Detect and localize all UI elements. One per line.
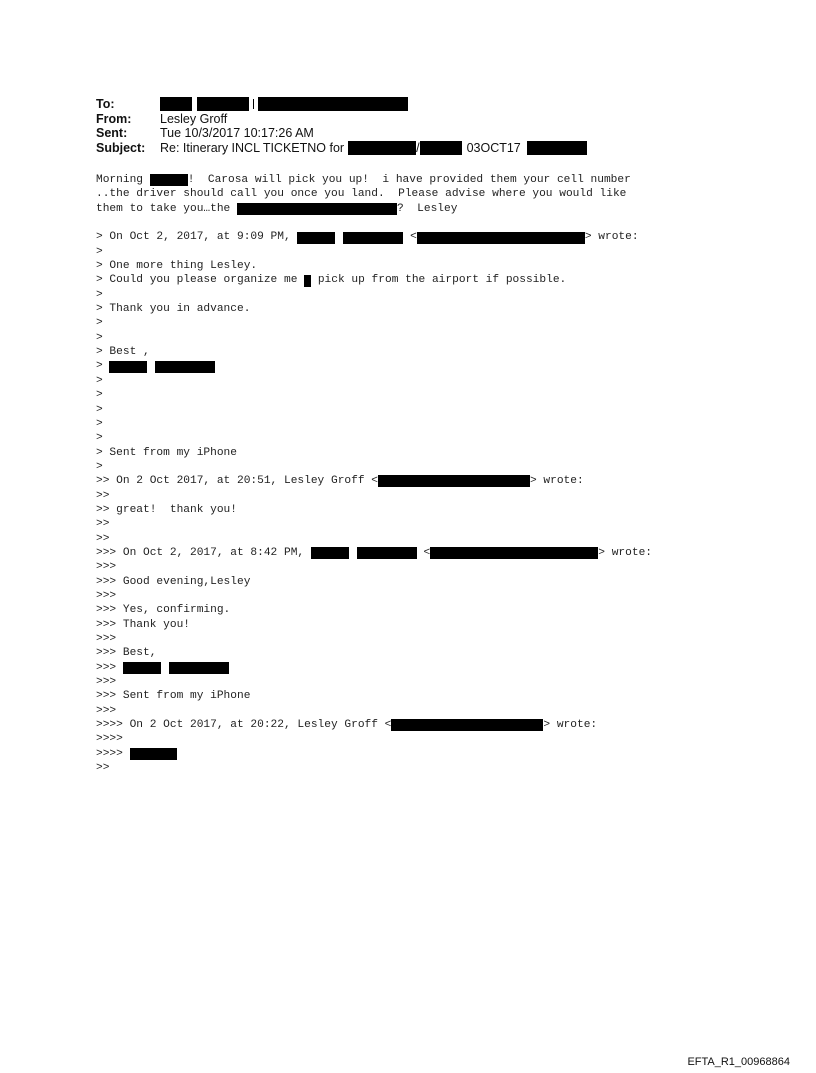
to-label: To: (96, 97, 115, 111)
quote-line (96, 230, 652, 244)
redaction-block (430, 547, 598, 559)
subject-value (160, 141, 587, 156)
body-text: >>> On Oct 2, 2017, at 8:42 PM, (96, 546, 311, 559)
body-text: > wrote: (584, 231, 639, 244)
body-text: >>> (96, 589, 117, 602)
body-text: > Best , (96, 346, 150, 359)
redaction-block (304, 275, 311, 287)
body-line (96, 187, 652, 201)
body-text: >>> (96, 676, 117, 689)
quote-line (96, 732, 652, 746)
quote-line (96, 575, 652, 589)
body-line (96, 173, 652, 187)
redaction-block (527, 141, 587, 155)
body-text: pick up from the airport if possible. (311, 274, 567, 287)
blank-line (96, 216, 652, 230)
body-text: > On Oct 2, 2017, at 9:09 PM, (96, 231, 298, 244)
quote-line (96, 374, 652, 388)
quote-line (96, 431, 652, 445)
quote-line (96, 675, 652, 689)
quote-line (96, 632, 652, 646)
body-text: >>> Thank you! (96, 618, 190, 631)
body-text: > wrote: (529, 475, 584, 488)
body-text: > (96, 245, 103, 258)
quote-line (96, 331, 652, 345)
subject-row (96, 141, 587, 156)
body-text: > Thank you in advance. (96, 303, 251, 316)
quote-line (96, 417, 652, 431)
subject-date: 03OCT17 (466, 140, 521, 155)
body-text: >> (96, 518, 110, 531)
body-text: >> great! thank you! (96, 503, 237, 516)
redaction-block (348, 141, 416, 155)
quote-line (96, 359, 652, 373)
subject-label: Subject: (96, 140, 146, 155)
body-text: >>> Best, (96, 647, 157, 660)
quote-line (96, 517, 652, 531)
sent-label: Sent: (96, 126, 128, 140)
to-row (96, 97, 587, 112)
quote-line (96, 474, 652, 488)
quote-line (96, 245, 652, 259)
quote-line (96, 503, 652, 517)
redaction-block (343, 232, 403, 244)
email-body (96, 173, 652, 775)
quote-line (96, 532, 652, 546)
redaction-block (150, 174, 188, 186)
quote-line (96, 403, 652, 417)
body-text: > (96, 360, 110, 373)
body-text: them to take you…the (96, 202, 237, 215)
body-text: >>> (96, 704, 117, 717)
from-label: From: (96, 111, 132, 126)
document-id: EFTA_R1_00968864 (687, 1056, 790, 1068)
body-text: < (403, 231, 417, 244)
body-text: > Sent from my iPhone (96, 446, 237, 459)
redaction-block (420, 141, 462, 155)
redaction-block (378, 475, 530, 487)
body-text: > (96, 317, 103, 330)
subject-prefix: Re: Itinerary INCL TICKETNO for (160, 140, 345, 155)
body-text: > (96, 403, 103, 416)
body-text: >>> (96, 561, 117, 574)
quote-line (96, 446, 652, 460)
quote-line (96, 388, 652, 402)
email-header (96, 97, 587, 155)
body-text: ! Carosa will pick you up! i have provided them your cell number (187, 174, 631, 186)
body-text: > One more thing Lesley. (96, 260, 258, 273)
body-text: < (416, 546, 431, 559)
body-text: >> (96, 762, 110, 775)
quote-line (96, 704, 652, 718)
subject-slash: / (416, 140, 420, 155)
body-text: > (96, 460, 103, 473)
body-text: >>> Sent from my iPhone (96, 690, 251, 703)
quote-line (96, 589, 652, 603)
quote-line (96, 316, 652, 330)
body-text: > wrote: (598, 546, 652, 559)
redaction-block (417, 232, 585, 244)
body-text: ? Lesley (397, 202, 458, 215)
quote-line (96, 603, 652, 617)
redaction-block (130, 748, 177, 760)
quote-line (96, 618, 652, 632)
redaction-block (258, 97, 408, 111)
body-text: > wrote: (543, 719, 598, 732)
redaction-block (109, 361, 147, 373)
body-text: >>> (96, 661, 123, 674)
redaction-block (169, 662, 229, 674)
body-text: > (96, 389, 103, 402)
quote-line (96, 747, 652, 761)
quote-line (96, 546, 652, 560)
body-text: > (96, 331, 103, 344)
quote-line (96, 302, 652, 316)
body-text: > Could you please organize me (96, 274, 305, 287)
body-text: ..the driver should call you once you land. Please advise where you would like (96, 188, 627, 201)
quote-line (96, 460, 652, 474)
redaction-block (237, 203, 397, 215)
body-text: >>> Yes, confirming. (96, 604, 231, 617)
quote-line (96, 489, 652, 503)
redaction-block (123, 662, 161, 674)
quote-line (96, 689, 652, 703)
redaction-block (297, 232, 335, 244)
from-row (96, 112, 587, 127)
body-text: >>>> (96, 733, 123, 746)
redaction-block (357, 547, 417, 559)
sent-value: Tue 10/3/2017 10:17:26 AM (160, 126, 314, 140)
body-text: > (96, 417, 103, 430)
body-text: Morning (96, 174, 150, 186)
body-text: >> On 2 Oct 2017, at 20:51, Lesley Groff < (96, 475, 378, 488)
body-line (96, 202, 652, 216)
redaction-block (160, 97, 192, 111)
body-text: >>>> (96, 747, 130, 760)
body-text: >> (96, 489, 110, 502)
quote-line (96, 288, 652, 302)
redaction-block (155, 361, 215, 373)
sent-row (96, 126, 587, 141)
quote-line (96, 661, 652, 675)
quote-line (96, 273, 652, 287)
quote-line (96, 646, 652, 660)
quote-line (96, 761, 652, 775)
body-text: > (96, 374, 103, 387)
quote-line (96, 560, 652, 574)
body-text: >>> (96, 633, 117, 645)
redaction-block (197, 97, 249, 111)
quote-line (96, 718, 652, 732)
body-text: > (96, 432, 103, 445)
quote-line (96, 345, 652, 359)
redaction-block (391, 719, 543, 731)
body-text: >>> Good evening,Lesley (96, 575, 251, 588)
from-value: Lesley Groff (160, 111, 228, 126)
redaction-block (311, 547, 349, 559)
body-text: >> (96, 532, 110, 545)
body-text: >>>> On 2 Oct 2017, at 20:22, Lesley Groff < (96, 719, 392, 732)
body-text: > (96, 288, 103, 301)
quote-line (96, 259, 652, 273)
to-value (160, 97, 408, 111)
